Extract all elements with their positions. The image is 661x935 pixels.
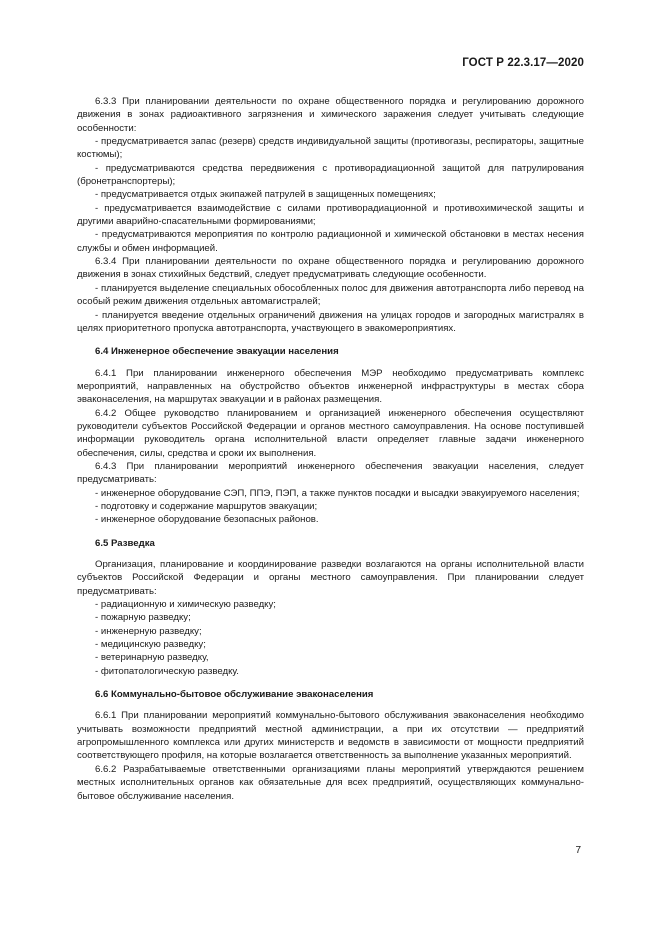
- document-code: ГОСТ Р 22.3.17—2020: [462, 57, 584, 69]
- list-item: - предусматриваются мероприятия по контролю радиационной и химической обстановки в местах несения службы и обмен информацией.: [77, 229, 584, 254]
- list-item: - пожарную разведку;: [95, 612, 191, 624]
- paragraph-6-6-2: 6.6.2 Разрабатываемые ответственными организациями планы мероприятий утверждаются решением местных исполнительных органов как обязательные для всех предприятий, осуществляющих коммунально-бытовое обслуживание населения.: [77, 763, 584, 802]
- section-heading-6-4: 6.4 Инженерное обеспечение эвакуации населения: [95, 346, 339, 358]
- list-item: - ветеринарную разведку,: [95, 652, 209, 664]
- paragraph-6-3-3: 6.3.3 При планировании деятельности по охране общественного порядка и регулированию дорожного движения в зонах радиоактивного загрязнения и химического заражения следует учитывать следующие особенности:: [77, 96, 584, 134]
- list-item: - планируется введение отдельных ограничений движения на улицах городов и загородных магистралях в целях приоритетного пропуска автотранспорта, участвующего в эвакомероприятиях.: [77, 309, 584, 334]
- list-item: - фитопатологическую разведку.: [95, 665, 239, 677]
- document-body: [77, 95, 584, 803]
- list-item: - предусматриваются средства передвижения с противорадиационной защитой для патрулирования (бронетранспортеры);: [77, 162, 584, 188]
- list-item: - радиационную и химическую разведку;: [95, 599, 276, 611]
- paragraph-6-4-2: 6.4.2 Общее руководство планированием и организацией инженерного обеспечения осуществляют руководители субъектов Российской Федерации и органов местного самоуправления. На основе поступившей информации руководитель органа исполнительной власти определяет главные задачи инженерного обеспечения, силы, средства и сроки их выполнения.: [77, 407, 584, 459]
- paragraph-6-4-3: 6.4.3 При планировании мероприятий инженерного обеспечения эвакуации населения, следует предусматривать:: [77, 460, 584, 486]
- section-heading-6-6: 6.6 Коммунально-бытовое обслуживание эваконаселения: [95, 689, 374, 701]
- list-item: - предусматривается взаимодействие с силами противорадиационной и противохимической защиты и другими аварийно-спасательными формированиями;: [77, 202, 584, 228]
- paragraph-6-4-1: 6.4.1 При планировании инженерного обеспечения МЭР необходимо предусматривать комплекс мероприятий, направленных на обустройство объектов инженерной инфраструктуры в местах сбора эваконаселения, на маршрутах эвакуации и в районах размещения.: [77, 367, 584, 406]
- list-item: - медицинскую разведку;: [95, 639, 206, 651]
- list-item: - инженерное оборудование безопасных районов.: [95, 514, 319, 526]
- list-item: - подготовку и содержание маршрутов эвакуации;: [95, 500, 318, 512]
- list-item: - инженерное оборудование СЭП, ППЭ, ПЭП, а также пунктов посадки и высадки эвакуируемого населения;: [95, 487, 580, 499]
- list-item: - предусматривается запас (резерв) средств индивидуальной защиты (противогазы, респираторы, защитные костюмы);: [77, 136, 584, 161]
- page-number: 7: [575, 845, 581, 856]
- paragraph-6-3-4: 6.3.4 При планировании деятельности по охране общественного порядка и регулированию дорожного движения в зонах стихийных бедствий, следует предусматривать следующие особенности.: [77, 256, 584, 281]
- list-item: - предусматривается отдых экипажей патрулей в защищенных помещениях;: [95, 189, 436, 201]
- list-item: - инженерную разведку;: [95, 625, 202, 637]
- list-item: - планируется выделение специальных обособленных полос для движения автотранспорта либо перевод на особый режим движения отдельных автомагистралей;: [77, 282, 584, 308]
- section-heading-6-5: 6.5 Разведка: [95, 537, 155, 549]
- paragraph-6-5: Организация, планирование и координирование разведки возлагаются на органы исполнительной власти субъектов Российской Федерации и органы местного самоуправления. При планировании следует предусматривать:: [77, 559, 584, 597]
- paragraph-6-6-1: 6.6.1 При планировании мероприятий коммунально-бытового обслуживания эваконаселения необходимо учитывать возможности предприятий местной администрации, а при их отсутствии — предприятий агропромышленного комплекса или других министерств и ведомств в зависимости от мощности предприятий соответствующего профиля, на которые возлагается ответственность за выполнение указанных мероприятий.: [77, 710, 584, 762]
